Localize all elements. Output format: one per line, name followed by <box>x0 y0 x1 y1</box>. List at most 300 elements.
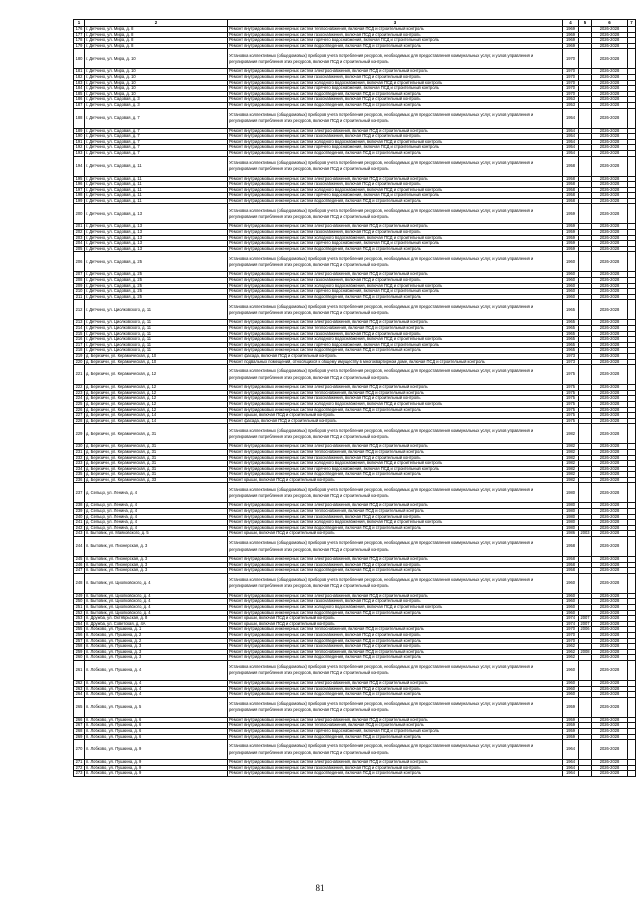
table-cell: 247 <box>74 568 85 574</box>
table-cell <box>579 108 592 128</box>
table-cell: 2026-2028 <box>592 525 628 531</box>
table-cell: 256 <box>74 632 85 638</box>
table-cell: 264 <box>74 692 85 698</box>
table-cell: 177 <box>74 32 85 38</box>
table-cell: 1974 <box>563 616 579 622</box>
table-cell: 2026-2028 <box>592 568 628 574</box>
table-cell: 1960 <box>563 680 579 686</box>
table-cell: Установка коллективных (общедомовых) приборов учета потребления ресурсов, необходимых для предоставления коммунальных услуг, и узлов управления и регулирования потребления этих ресурсов, включая ПСД и строительный контроль <box>228 156 563 176</box>
table-cell: г. Детчино, ул. Мира, д. 10 <box>85 80 228 86</box>
table-cell: 2026-2028 <box>592 418 628 424</box>
table-cell: 1954 <box>563 145 579 151</box>
table-cell: п. Лобково, ул. Пушкина, д. 1 <box>85 627 228 633</box>
table-cell: 243 <box>74 531 85 537</box>
table-cell: 2026-2028 <box>592 573 628 593</box>
table-cell: Ремонт внутридомовых инженерных систем электроснабжения, включая ПСД и строительный контроль <box>228 69 563 75</box>
table-cell: 1965 <box>563 348 579 354</box>
table-row <box>74 740 636 760</box>
table-cell: г. Детчино, ул. Мира, д. 10 <box>85 74 228 80</box>
table-cell: 1975 <box>563 401 579 407</box>
table-cell: 227 <box>74 413 85 419</box>
table-cell: г. Детчино, ул. Циолковского, д. 11 <box>85 326 228 332</box>
table-cell: Ремонт внутридомовых инженерных систем горячего водоснабжения, включая ПСД и строительный контроль <box>228 193 563 199</box>
table-cell: 241 <box>74 520 85 526</box>
table-cell: 272 <box>74 765 85 771</box>
table-cell: Ремонт внутридомовых инженерных систем водоотведения, включая ПСД и строительный контроль <box>228 610 563 616</box>
table-row <box>74 108 636 128</box>
table-cell: 267 <box>74 723 85 729</box>
table-cell: 236 <box>74 477 85 483</box>
table-cell: 2026-2028 <box>592 616 628 622</box>
table-cell: 2026-2028 <box>592 241 628 247</box>
table-cell: 2026-2028 <box>592 472 628 478</box>
table-cell: Ремонт внутридомовых инженерных систем водоотведения, включая ПСД и строительный контроль <box>228 198 563 204</box>
table-cell: д. Березичи, ул. Керамическая, д. 31 <box>85 449 228 455</box>
table-cell: 181 <box>74 69 85 75</box>
table-cell: 1975 <box>563 418 579 424</box>
table-cell: г. Детчино, ул. Циолковского, д. 11 <box>85 342 228 348</box>
table-cell: д. Сельцо, ул. Ленина, д. 4 <box>85 503 228 509</box>
table-cell: 1970 <box>563 86 579 92</box>
table-cell: 213 <box>74 320 85 326</box>
table-cell: 2026-2028 <box>592 49 628 69</box>
table-cell: 1958 <box>563 187 579 193</box>
table-cell: 252 <box>74 610 85 616</box>
table-cell: г. Детчино, ул. Садовая, д. 7 <box>85 134 228 140</box>
table-cell: 2026-2028 <box>592 605 628 611</box>
table-cell: 186 <box>74 97 85 103</box>
table-cell: г. Детчино, ул. Садовая, д. 7 <box>85 108 228 128</box>
table-cell: Установка коллективных (общедомовых) приборов учета потребления ресурсов, необходимых для предоставления коммунальных услуг, и узлов управления и регулирования потребления этих ресурсов, включая ПСД и строительный контроль <box>228 424 563 444</box>
table-cell <box>628 49 636 69</box>
table-cell <box>579 424 592 444</box>
table-cell: Ремонт внутридомовых инженерных систем газоснабжения, включая ПСД и строительный контроль <box>228 182 563 188</box>
table-cell: 2026-2028 <box>592 680 628 686</box>
table-cell: 244 <box>74 537 85 557</box>
table-cell: Ремонт внутридомовых инженерных систем электроснабжения, включая ПСД и строительный контроль <box>228 176 563 182</box>
header-cell: 7 <box>628 20 636 27</box>
table-cell: д. Березичи, ул. Керамическая, д. 12 <box>85 396 228 402</box>
table-cell: д. Березичи, ул. Керамическая, д. 31 <box>85 455 228 461</box>
header-cell: 3 <box>228 20 563 27</box>
table-cell: 2026-2028 <box>592 74 628 80</box>
table-cell: Ремонт внутридомовых инженерных систем газоснабжения, включая ПСД и строительный контроль <box>228 455 563 461</box>
table-cell: Установка коллективных (общедомовых) приборов учета потребления ресурсов, необходимых для предоставления коммунальных услуг, и узлов управления и регулирования потребления этих ресурсов, включая ПСД и строительный контроль <box>228 697 563 717</box>
table-cell: п. Бытовик, ул. Пионерская, д. 3 <box>85 537 228 557</box>
table-cell: г. Детчино, ул. Мира, д. 8 <box>85 43 228 49</box>
table-cell: п. Лобково, ул. Пушкина, д. 4 <box>85 686 228 692</box>
table-cell: г. Детчино, ул. Садовая, д. 13 <box>85 230 228 236</box>
table-row <box>74 483 636 503</box>
table-cell: 1965 <box>563 326 579 332</box>
table-cell: Ремонт внутридомовых инженерных систем теплоснабжения, включая ПСД и строительный контроль <box>228 509 563 515</box>
table-cell <box>628 573 636 593</box>
table-cell: Ремонт внутридомовых инженерных систем газоснабжения, включая ПСД и строительный контроль <box>228 686 563 692</box>
page-number: 81 <box>315 883 325 893</box>
table-cell: 1970 <box>563 49 579 69</box>
table-cell: Установка коллективных (общедомовых) приборов учета потребления ресурсов, необходимых для предоставления коммунальных услуг, и узлов управления и регулирования потребления этих ресурсов, включая ПСД и строительный контроль <box>228 365 563 385</box>
table-cell: п. Лобково, ул. Пушкина, д. 6 <box>85 723 228 729</box>
table-cell: 2026-2028 <box>592 686 628 692</box>
table-cell: 2026-2028 <box>592 627 628 633</box>
table-cell: 2026-2028 <box>592 193 628 199</box>
table-cell: 2026-2028 <box>592 692 628 698</box>
table-cell: 2026-2028 <box>592 483 628 503</box>
table-cell: 2026-2028 <box>592 320 628 326</box>
table-cell: 208 <box>74 278 85 284</box>
table-cell: 1970 <box>563 91 579 97</box>
table-cell: г. Детчино, ул. Циолковского, д. 11 <box>85 320 228 326</box>
table-cell: 2026-2028 <box>592 294 628 300</box>
table-cell: Ремонт внутридомовых инженерных систем газоснабжения, включая ПСД и строительный контроль <box>228 278 563 284</box>
table-cell: 197 <box>74 187 85 193</box>
table-cell: 232 <box>74 455 85 461</box>
table-cell: 1970 <box>563 74 579 80</box>
table-cell: Ремонт внутридомовых инженерных систем водоотведения, включая ПСД и строительный контроль <box>228 43 563 49</box>
table-cell: п. Бытовик, ул. Циолковского, д. 4 <box>85 610 228 616</box>
table-cell: Ремонт внутридомовых инженерных систем водоотведения, включая ПСД и строительный контроль <box>228 246 563 252</box>
table-cell: 2026-2028 <box>592 537 628 557</box>
table-cell: 215 <box>74 331 85 337</box>
table-cell: Ремонт внутридомовых инженерных систем холодного водоснабжения, включая ПСД и строительный контроль <box>228 401 563 407</box>
table-cell: 2026-2028 <box>592 413 628 419</box>
table-cell: 184 <box>74 86 85 92</box>
table-cell: 1970 <box>563 638 579 644</box>
table-cell: п. Лобково, ул. Пушкина, д. 3 <box>85 649 228 655</box>
table-cell: 1959 <box>563 235 579 241</box>
table-cell: 1958 <box>563 193 579 199</box>
table-cell: г. Детчино, ул. Садовая, д. 11 <box>85 187 228 193</box>
table-cell: 1982 <box>563 449 579 455</box>
table-cell: Ремонт крыши, включая ПСД и строительный контроль <box>228 477 563 483</box>
table-cell: г. Детчино, ул. Циолковского, д. 11 <box>85 337 228 343</box>
table-cell: Ремонт внутридомовых инженерных систем холодного водоснабжения, включая ПСД и строительный контроль <box>228 461 563 467</box>
table-cell: 1960 <box>563 278 579 284</box>
table-cell: 269 <box>74 734 85 740</box>
table-cell: 2026-2028 <box>592 86 628 92</box>
table-row <box>74 365 636 385</box>
table-cell: 1965 <box>563 342 579 348</box>
table-cell: 2026-2028 <box>592 43 628 49</box>
table-cell: Ремонт внутридомовых инженерных систем газоснабжения, включая ПСД и строительный контроль <box>228 562 563 568</box>
table-cell: Ремонт внутридомовых инженерных систем электроснабжения, включая ПСД и строительный контроль <box>228 444 563 450</box>
table-cell: г. Детчино, ул. Садовая, д. 11 <box>85 156 228 176</box>
header-cell: 1 <box>74 20 85 27</box>
table-cell: п. Бытовик, ул. Циолковского, д. 4 <box>85 573 228 593</box>
table-cell: Ремонт внутридомовых инженерных систем электроснабжения, включая ПСД и строительный контроль <box>228 593 563 599</box>
table-cell: 1964 <box>563 740 579 760</box>
table-cell: Ремонт внутридомовых инженерных систем газоснабжения, включая ПСД и строительный контроль <box>228 230 563 236</box>
table-cell: 183 <box>74 80 85 86</box>
table-cell <box>628 365 636 385</box>
table-cell: Ремонт внутридомовых инженерных систем водоотведения, включая ПСД и строительный контроль <box>228 294 563 300</box>
table-cell: Ремонт внутридомовых инженерных систем водоотведения, включая ПСД и строительный контроль <box>228 655 563 661</box>
table-cell: 1969 <box>563 32 579 38</box>
table-cell: 1960 <box>563 692 579 698</box>
table-cell: Ремонт внутридомовых инженерных систем водоотведения, включая ПСД и строительный контроль <box>228 638 563 644</box>
table-cell: 245 <box>74 557 85 563</box>
table-row <box>74 424 636 444</box>
table-cell: д. Березичи, ул. Керамическая, д. 31 <box>85 466 228 472</box>
table-cell: д. Сельцо, ул. Ленина, д. 4 <box>85 520 228 526</box>
table-cell: Ремонт внутридомовых инженерных систем электроснабжения, включая ПСД и строительный контроль <box>228 385 563 391</box>
table-cell: Ремонт внутридомовых инженерных систем холодного водоснабжения, включая ПСД и строительный контроль <box>228 235 563 241</box>
table-cell: 2026-2028 <box>592 723 628 729</box>
table-cell: 2026-2028 <box>592 760 628 766</box>
table-cell: 1980 <box>563 509 579 515</box>
table-cell: 270 <box>74 740 85 760</box>
table-cell: 1960 <box>563 686 579 692</box>
table-cell: 248 <box>74 573 85 593</box>
table-cell: 1980 <box>563 520 579 526</box>
table-cell: 1959 <box>563 734 579 740</box>
table-cell: 1970 <box>563 69 579 75</box>
table-cell: Ремонт внутридомовых инженерных систем водоотведения, включая ПСД и строительный контроль <box>228 150 563 156</box>
table-cell: 1954 <box>563 108 579 128</box>
table-cell: Ремонт крыши, включая ПСД и строительный контроль <box>228 621 563 627</box>
table-cell: 2026-2028 <box>592 27 628 33</box>
table-cell: 202 <box>74 230 85 236</box>
table-cell: 240 <box>74 514 85 520</box>
table-cell: 265 <box>74 697 85 717</box>
table-cell: Ремонт внутридомовых инженерных систем холодного водоснабжения, включая ПСД и строительный контроль <box>228 520 563 526</box>
table-cell: д. Березичи, ул. Керамическая, д. 31 <box>85 424 228 444</box>
table-cell: Ремонт внутридомовых инженерных систем газоснабжения, включая ПСД и строительный контроль <box>228 32 563 38</box>
table-cell: д. Березичи, ул. Керамическая, д. 10 <box>85 353 228 359</box>
table-cell: Ремонт фасада, включая ПСД и строительный контроль <box>228 418 563 424</box>
table-cell: 1973 <box>563 353 579 359</box>
table-cell: 234 <box>74 466 85 472</box>
table-cell: 216 <box>74 337 85 343</box>
table-cell: Ремонт внутридомовых инженерных систем газоснабжения, включая ПСД и строительный контроль <box>228 134 563 140</box>
table-cell: д. Березичи, ул. Керамическая, д. 12 <box>85 365 228 385</box>
table-cell: г. Детчино, ул. Садовая, д. 3 <box>85 97 228 103</box>
table-cell: 1958 <box>563 568 579 574</box>
table-cell: Ремонт внутридомовых инженерных систем газоснабжения, включая ПСД и строительный контроль <box>228 514 563 520</box>
table-cell: 273 <box>74 771 85 777</box>
table-cell: 199 <box>74 198 85 204</box>
table-cell: 2026-2028 <box>592 38 628 44</box>
table-cell <box>628 483 636 503</box>
table-cell: Ремонт внутридомовых инженерных систем газоснабжения, включая ПСД и строительный контроль <box>228 396 563 402</box>
table-cell: 1958 <box>563 182 579 188</box>
table-cell: г. Детчино, ул. Садовая, д. 11 <box>85 193 228 199</box>
table-cell: 2026-2028 <box>592 278 628 284</box>
header-cell: 2 <box>85 20 228 27</box>
table-cell <box>628 108 636 128</box>
table-cell: 189 <box>74 128 85 134</box>
table-cell: 2026-2028 <box>592 697 628 717</box>
table-cell: 2026-2028 <box>592 198 628 204</box>
table-cell: Ремонт внутридомовых инженерных систем холодного водоснабжения, включая ПСД и строительный контроль <box>228 337 563 343</box>
table-cell: Ремонт внутридомовых инженерных систем водоотведения, включая ПСД и строительный контроль <box>228 568 563 574</box>
table-cell: д. Сельцо, ул. Ленина, д. 4 <box>85 483 228 503</box>
table-cell: Установка коллективных (общедомовых) приборов учета потребления ресурсов, необходимых для предоставления коммунальных услуг, и узлов управления и регулирования потребления этих ресурсов, включая ПСД и строительный контроль <box>228 49 563 69</box>
table-cell: Ремонт внутридомовых инженерных систем водоотведения, включая ПСД и строительный контроль <box>228 407 563 413</box>
table-cell: 204 <box>74 241 85 247</box>
table-cell: д. Сельцо, ул. Ленина, д. 4 <box>85 525 228 531</box>
table-cell: Установка коллективных (общедомовых) приборов учета потребления ресурсов, необходимых для предоставления коммунальных услуг, и узлов управления и регулирования потребления этих ресурсов, включая ПСД и строительный контроль <box>228 483 563 503</box>
table-cell: 2026-2028 <box>592 176 628 182</box>
table-cell: 2026-2028 <box>592 644 628 650</box>
table-cell <box>579 49 592 69</box>
table-cell: д. Березичи, ул. Керамическая, д. 12 <box>85 401 228 407</box>
table-cell: 258 <box>74 644 85 650</box>
table-cell: Установка коллективных (общедомовых) приборов учета потребления ресурсов, необходимых для предоставления коммунальных услуг, и узлов управления и регулирования потребления этих ресурсов, включая ПСД и строительный контроль <box>228 740 563 760</box>
table-cell: 1982 <box>563 466 579 472</box>
table-cell: 209 <box>74 283 85 289</box>
table-cell: 257 <box>74 638 85 644</box>
table-cell: 2026-2028 <box>592 348 628 354</box>
table-cell <box>628 740 636 760</box>
table-cell: г. Детчино, ул. Садовая, д. 25 <box>85 272 228 278</box>
table-cell: 2026-2028 <box>592 621 628 627</box>
table-cell: 1962 <box>563 649 579 655</box>
table-cell: 2026-2028 <box>592 300 628 320</box>
table-cell: г. Детчино, ул. Садовая, д. 25 <box>85 289 228 295</box>
table-cell: 1959 <box>563 204 579 224</box>
table-cell: 1958 <box>563 537 579 557</box>
table-cell: д. Березичи, ул. Керамическая, д. 31 <box>85 444 228 450</box>
table-cell: 2026-2028 <box>592 734 628 740</box>
table-cell: 2026-2028 <box>592 289 628 295</box>
table-cell: 2026-2028 <box>592 204 628 224</box>
table-cell: 1962 <box>563 644 579 650</box>
table-cell: 2026-2028 <box>592 740 628 760</box>
table-cell: г. Детчино, ул. Садовая, д. 25 <box>85 252 228 272</box>
table-cell: г. Детчино, ул. Циолковского, д. 11 <box>85 348 228 354</box>
table-cell: 2026-2028 <box>592 359 628 365</box>
table-cell: 2026-2028 <box>592 108 628 128</box>
table-cell: д. Березичи, ул. Керамическая, д. 10 <box>85 359 228 365</box>
table-cell: 2026-2028 <box>592 449 628 455</box>
table-cell: 2026-2028 <box>592 466 628 472</box>
table-cell: д. Сельцо, ул. Ленина, д. 4 <box>85 514 228 520</box>
table-cell: 1959 <box>563 728 579 734</box>
table-cell: Ремонт внутридомовых инженерных систем горячего водоснабжения, включая ПСД и строительный контроль <box>228 728 563 734</box>
table-cell: 2026-2028 <box>592 557 628 563</box>
table-cell: п. Лобково, ул. Пушкина, д. 3 <box>85 644 228 650</box>
table-cell: 1975 <box>563 396 579 402</box>
table-cell: 1980 <box>563 483 579 503</box>
table-row <box>74 300 636 320</box>
table-cell <box>579 740 592 760</box>
table-cell: 2026-2028 <box>592 342 628 348</box>
header-cell: 5 <box>579 20 592 27</box>
table-cell: Ремонт внутридомовых инженерных систем электроснабжения, включая ПСД и строительный контроль <box>228 320 563 326</box>
table-cell: 2026-2028 <box>592 660 628 680</box>
table-cell: п. Лобково, ул. Пушкина, д. 9 <box>85 765 228 771</box>
table-cell: Ремонт внутридомовых инженерных систем электроснабжения, включая ПСД и строительный контроль <box>228 128 563 134</box>
table-cell <box>628 771 636 777</box>
table-cell: 2026-2028 <box>592 765 628 771</box>
table-cell: 225 <box>74 401 85 407</box>
table-cell: 1962 <box>563 655 579 661</box>
table-cell: 1982 <box>563 444 579 450</box>
table-cell: Установка коллективных (общедомовых) приборов учета потребления ресурсов, необходимых для предоставления коммунальных услуг, и узлов управления и регулирования потребления этих ресурсов, включая ПСД и строительный контроль <box>228 108 563 128</box>
table-cell: 226 <box>74 407 85 413</box>
table-cell: 2026-2028 <box>592 69 628 75</box>
table-cell: 1960 <box>563 599 579 605</box>
table-cell: 182 <box>74 74 85 80</box>
table-cell: Ремонт внутридомовых инженерных систем газоснабжения, включая ПСД и строительный контроль <box>228 74 563 80</box>
table-cell: 2026-2028 <box>592 717 628 723</box>
table-cell: 249 <box>74 593 85 599</box>
table-cell: г. Детчино, ул. Мира, д. 10 <box>85 91 228 97</box>
table-cell: п. Бытовик, ул. Циолковского, д. 4 <box>85 593 228 599</box>
table-cell: п. Бытовик, ул. Циолковского, д. 4 <box>85 599 228 605</box>
table-cell <box>579 204 592 224</box>
table-cell: 2026-2028 <box>592 230 628 236</box>
table-cell: п. Бытовик, ул. Пионерская, д. 3 <box>85 562 228 568</box>
table-cell: 1969 <box>563 38 579 44</box>
table-cell: Ремонт крыши, включая ПСД и строительный контроль <box>228 531 563 537</box>
header-cell: 4 <box>563 20 579 27</box>
table-cell: п. Лобково, ул. Пушкина, д. 5 <box>85 697 228 717</box>
table-cell <box>628 252 636 272</box>
table-cell: 2026-2028 <box>592 390 628 396</box>
table-cell: 198 <box>74 193 85 199</box>
table-cell: 1958 <box>563 562 579 568</box>
table-cell: 1958 <box>563 156 579 176</box>
table-cell: п. Лобково, ул. Пушкина, д. 2 <box>85 632 228 638</box>
table-cell: 2026-2028 <box>592 365 628 385</box>
table-cell: 2026-2028 <box>592 401 628 407</box>
table-cell: 1986 <box>563 531 579 537</box>
table-cell: 2026-2028 <box>592 477 628 483</box>
table-cell: 1965 <box>563 337 579 343</box>
table-cell: 2026-2028 <box>592 235 628 241</box>
table-cell: 2026-2028 <box>592 514 628 520</box>
table-cell: 2026-2028 <box>592 91 628 97</box>
table-cell: 1960 <box>563 610 579 616</box>
table-cell: 1959 <box>563 697 579 717</box>
table-cell: 219 <box>74 353 85 359</box>
table-cell: 2026-2028 <box>592 562 628 568</box>
table-cell: п. Лобково, ул. Пушкина, д. 3 <box>85 655 228 661</box>
table-cell <box>628 424 636 444</box>
table-cell: 212 <box>74 300 85 320</box>
table-cell: 222 <box>74 385 85 391</box>
table-cell: Ремонт крыши, включая ПСД и строительный контроль <box>228 413 563 419</box>
table-cell: 207 <box>74 272 85 278</box>
table-cell: п. Лобково, ул. Пушкина, д. 4 <box>85 660 228 680</box>
table-cell: 1964 <box>563 765 579 771</box>
table-cell: д. Березичи, ул. Керамическая, д. 33 <box>85 477 228 483</box>
table-cell: 191 <box>74 139 85 145</box>
table-cell: 253 <box>74 616 85 622</box>
table-row <box>74 204 636 224</box>
table-cell: п. Лобково, ул. Пушкина, д. 6 <box>85 717 228 723</box>
table-cell: 230 <box>74 444 85 450</box>
table-cell: 1954 <box>563 150 579 156</box>
table-cell: д. Березичи, ул. Керамическая, д. 12 <box>85 407 228 413</box>
table-cell: п. Лобково, ул. Пушкина, д. 9 <box>85 760 228 766</box>
table-cell: 1975 <box>563 365 579 385</box>
table-cell: 2026-2028 <box>592 599 628 605</box>
table-header-row <box>74 20 636 27</box>
table-cell: 2026-2028 <box>592 224 628 230</box>
table-cell: 2026-2028 <box>592 134 628 140</box>
table-cell: 1964 <box>563 771 579 777</box>
table-cell: 217 <box>74 342 85 348</box>
table-cell: д. Березичи, ул. Керамическая, д. 14 <box>85 418 228 424</box>
table-row <box>74 252 636 272</box>
table-cell: 1959 <box>563 224 579 230</box>
table-cell: Ремонт внутридомовых инженерных систем газоснабжения, включая ПСД и строительный контроль <box>228 599 563 605</box>
table-cell: 1970 <box>563 632 579 638</box>
table-cell: 1964 <box>563 760 579 766</box>
